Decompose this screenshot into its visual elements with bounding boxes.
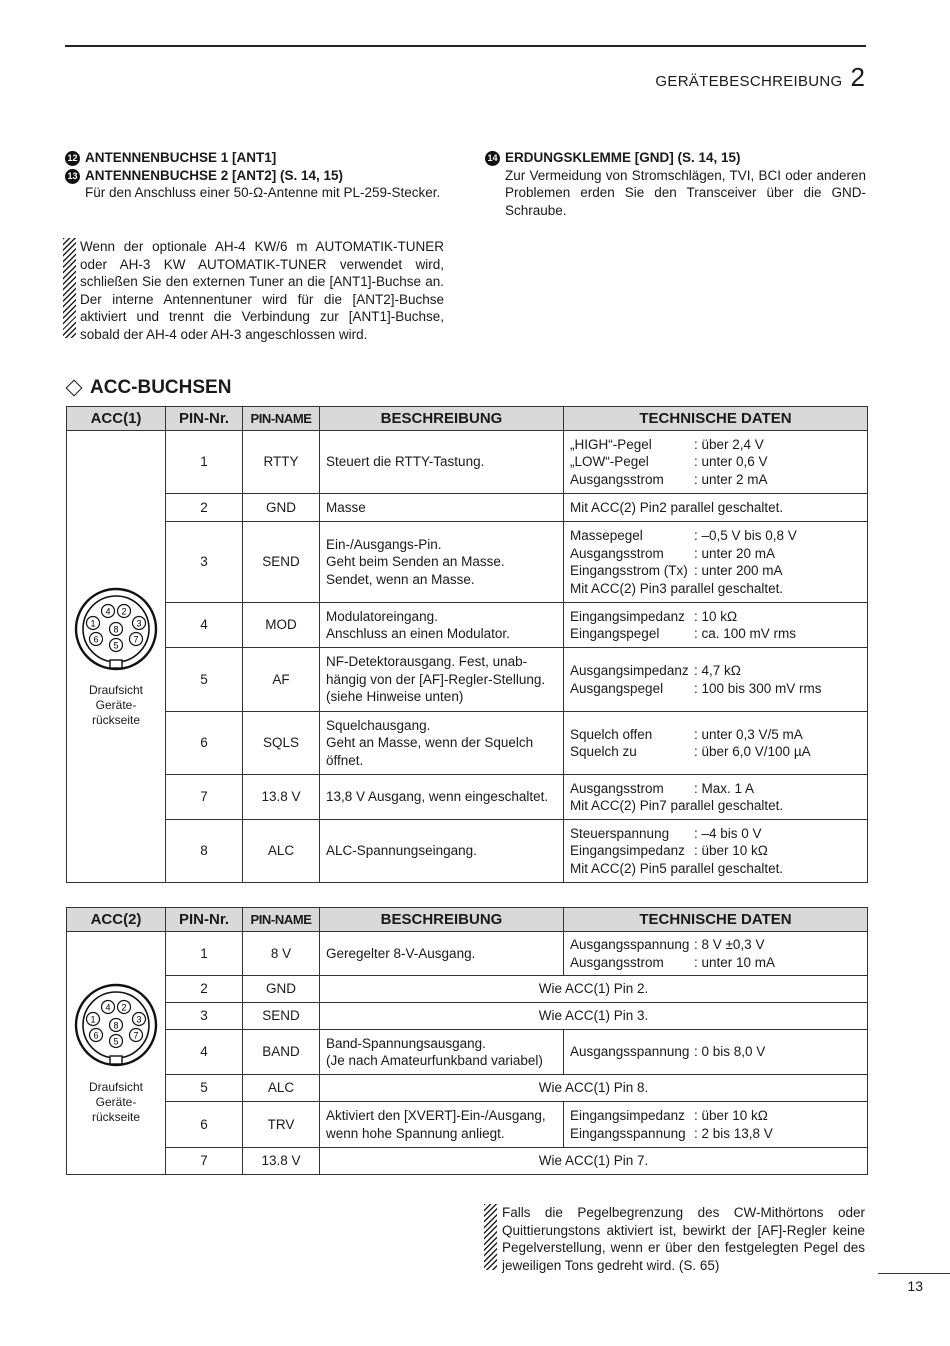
pin-name: ALC — [243, 1075, 320, 1102]
tech-param: Ausgangsstrom — [570, 471, 664, 487]
pin-description — [320, 522, 564, 603]
acc2-table — [66, 907, 868, 1175]
description-line: Band-Spannungsausgang. — [326, 1035, 486, 1051]
pin-description — [320, 603, 564, 648]
svg-text:4: 4 — [105, 606, 111, 617]
pin-name: SEND — [243, 522, 320, 603]
tech-param: Ausgangsstrom — [570, 954, 664, 970]
table-row — [67, 976, 868, 1003]
tuner-note-text: Wenn der optionale AH-4 KW/6 m AUTOMATIK-TUNER oder AH-3 KW AUTOMATIK-TUNER verwendet wird, schließen Sie den externen Tuner an die [ANT1]-Buchse an. Der interne Antennentuner wird für die [ANT2]-Buchse aktiviert und trennt die Verbindung zur [ANT1]-Buchse, sobald der AH-4 oder AH-3 angeschlossen wird. — [80, 239, 444, 342]
connector-label-line: rückseite — [91, 713, 141, 728]
tech-value: : über 6,0 V/100 µA — [694, 744, 811, 759]
tech-param: Squelch zu — [570, 744, 637, 759]
tech-param: Eingangsspannung — [570, 1125, 686, 1141]
tech-line: Mit ACC(2) Pin2 parallel geschaltet. — [570, 499, 784, 515]
svg-text:4: 4 — [105, 1002, 111, 1013]
tech-line — [570, 780, 861, 798]
pin-number: 8 — [166, 820, 243, 883]
svg-text:5: 5 — [113, 1036, 119, 1047]
tech-data — [564, 1030, 868, 1075]
tech-line — [570, 743, 861, 761]
description-line: Steuert die RTTY-Tastung. — [326, 454, 485, 470]
pin-description — [320, 431, 564, 494]
svg-text:2: 2 — [121, 1002, 127, 1013]
item-14-heading — [485, 149, 866, 167]
description-line: (siehe Hinweise unten) — [326, 689, 464, 705]
pin-name: ALC — [243, 820, 320, 883]
page-number: 13 — [907, 1278, 923, 1294]
tech-param: Steuerspannung — [570, 825, 670, 841]
pin-description — [320, 648, 564, 712]
pin-name: GND — [243, 976, 320, 1003]
pin-number: 2 — [166, 976, 243, 1003]
tech-header: TECHNISCHE DATEN — [564, 407, 868, 431]
table-row — [67, 775, 868, 820]
svg-text:6: 6 — [93, 634, 99, 645]
acc2-title: ACC(2) — [67, 908, 166, 932]
tech-data — [564, 1102, 868, 1148]
pin-number: 1 — [166, 431, 243, 494]
description-line: hängig von der [AF]-Regler-Stellung. — [326, 671, 546, 687]
tech-line: Mit ACC(2) Pin7 parallel geschaltet. — [570, 798, 784, 813]
tech-line — [570, 662, 861, 680]
tech-param: Squelch offen — [570, 726, 653, 742]
pin-name: AF — [243, 648, 320, 712]
pin-number: 2 — [166, 494, 243, 522]
pin-number: 5 — [166, 1075, 243, 1102]
din-connector-icon — [70, 981, 162, 1069]
table-row — [67, 1030, 868, 1075]
pin-name: BAND — [243, 1030, 320, 1075]
description-line: Geht an Masse, wenn der Squelch — [326, 735, 534, 751]
tech-line — [570, 471, 861, 489]
description-line: Geht beim Senden an Masse. — [326, 554, 505, 570]
svg-text:7: 7 — [133, 1030, 139, 1041]
tech-value: : 0 bis 8,0 V — [694, 1044, 766, 1060]
item-13-text: Für den Anschluss einer 50-Ω-Antenne mit PL-259-Stecker. — [85, 185, 441, 200]
tech-line — [570, 608, 861, 626]
tech-param: „HIGH“-Pegel — [570, 436, 652, 452]
tech-line — [570, 562, 861, 580]
tech-line — [570, 453, 861, 471]
tech-value: : unter 2 mA — [694, 471, 768, 487]
pin-number: 3 — [166, 522, 243, 603]
pin-name-header: PIN-NAME — [243, 407, 320, 431]
merged-description: Wie ACC(1) Pin 7. — [320, 1148, 868, 1175]
tech-value: : Max. 1 A — [694, 780, 755, 796]
pin-number: 3 — [166, 1003, 243, 1030]
svg-text:2: 2 — [121, 606, 127, 617]
connector-cell — [67, 932, 166, 1175]
pin-number: 5 — [166, 648, 243, 712]
svg-text:6: 6 — [93, 1030, 99, 1041]
item-13-heading — [65, 167, 445, 185]
pin-description — [320, 775, 564, 820]
tech-data — [564, 522, 868, 603]
connector-label-line: rückseite — [91, 1109, 141, 1124]
table-row — [67, 1003, 868, 1030]
tech-header: TECHNISCHE DATEN — [564, 908, 868, 932]
pin-description — [320, 494, 564, 522]
tech-value: : ca. 100 mV rms — [694, 626, 797, 641]
cw-note — [484, 1204, 866, 1274]
description-line: Aktiviert den [XVERT]-Ein-/Ausgang, — [326, 1108, 546, 1123]
diamond-icon — [66, 380, 83, 397]
merged-description: Wie ACC(1) Pin 8. — [320, 1075, 868, 1102]
table-row — [67, 648, 868, 712]
svg-text:7: 7 — [133, 634, 139, 645]
table-row — [67, 494, 868, 522]
item-12-heading — [65, 149, 445, 167]
tech-value: : 10 kΩ — [694, 608, 738, 624]
description-line: (Je nach Amateurfunkband variabel) — [326, 1053, 543, 1068]
tech-value: : unter 200 mA — [694, 563, 783, 578]
pin-number: 4 — [166, 1030, 243, 1075]
tech-param: Ausgangsimpedanz — [570, 663, 689, 678]
ground-section — [485, 149, 866, 219]
chapter-header — [655, 62, 865, 93]
table-row — [67, 1102, 868, 1148]
tech-line — [570, 954, 861, 972]
tech-param: Ausgangsspannung — [570, 937, 690, 952]
tech-value: : –0,5 V bis 0,8 V — [694, 528, 797, 543]
tech-param: Eingangsimpedanz — [570, 1108, 685, 1123]
tech-line — [570, 1107, 861, 1125]
tech-line — [570, 545, 861, 563]
connector-cell — [67, 431, 166, 883]
tech-line — [570, 527, 861, 545]
description-line: Squelchausgang. — [326, 717, 431, 733]
pin-name: 8 V — [243, 932, 320, 976]
table-row — [67, 1148, 868, 1175]
tech-line — [570, 625, 861, 643]
pin-name: 13.8 V — [243, 1148, 320, 1175]
table-row — [67, 712, 868, 775]
tech-data — [564, 603, 868, 648]
tech-value: : unter 20 mA — [694, 545, 776, 561]
description-line: wenn hohe Spannung anliegt. — [326, 1125, 505, 1141]
item-14-title: ERDUNGSKLEMME [GND] (S. 14, 15) — [505, 150, 741, 165]
chapter-title: GERÄTEBESCHREIBUNG — [655, 73, 843, 90]
tech-line — [570, 842, 861, 860]
chapter-number: 2 — [850, 62, 865, 92]
pin-nr-header: PIN-Nr. — [166, 407, 243, 431]
tuner-note — [63, 238, 445, 343]
pin-name: TRV — [243, 1102, 320, 1148]
tech-param: Eingangsimpedanz — [570, 608, 685, 624]
tech-param: Ausgangsspannung — [570, 1044, 690, 1060]
pin-name-header: PIN-NAME — [243, 908, 320, 932]
note-hatch-icon — [484, 1204, 497, 1270]
tech-value: : 8 V ±0,3 V — [694, 937, 765, 952]
description-line: Geregelter 8-V-Ausgang. — [326, 945, 476, 961]
pin-name: RTTY — [243, 431, 320, 494]
pin-number: 6 — [166, 712, 243, 775]
pin-name: MOD — [243, 603, 320, 648]
description-line: Sendet, wenn an Masse. — [326, 571, 475, 587]
tech-param: Eingangsstrom (Tx) — [570, 563, 688, 578]
tech-value: : über 2,4 V — [694, 436, 764, 452]
merged-description: Wie ACC(1) Pin 3. — [320, 1003, 868, 1030]
table-row — [67, 603, 868, 648]
tech-data — [564, 775, 868, 820]
pin-name: SEND — [243, 1003, 320, 1030]
tech-data — [564, 820, 868, 883]
table-header-row — [67, 908, 868, 932]
tech-line — [570, 1125, 861, 1143]
pin-name: SQLS — [243, 712, 320, 775]
antenna-section — [65, 149, 445, 202]
svg-text:1: 1 — [90, 1014, 96, 1025]
header-rule — [65, 45, 866, 47]
description-line: Ein-/Ausgangs-Pin. — [326, 536, 442, 552]
tech-param: Eingangsimpedanz — [570, 843, 685, 859]
pin-number: 1 — [166, 932, 243, 976]
description-line: 13,8 V Ausgang, wenn eingeschaltet. — [326, 789, 549, 805]
pin-description — [320, 932, 564, 976]
connector-label-line: Geräte- — [95, 698, 137, 713]
tech-value: : über 10 kΩ — [694, 1108, 768, 1123]
note-hatch-icon — [63, 238, 76, 338]
page-number-rule — [878, 1273, 950, 1274]
tech-line — [570, 936, 861, 954]
tech-data — [564, 712, 868, 775]
tech-data — [564, 932, 868, 976]
table-row — [67, 431, 868, 494]
section-title: ACC-BUCHSEN — [90, 377, 232, 398]
tech-value: : 4,7 kΩ — [694, 663, 741, 678]
section-heading — [65, 377, 231, 399]
connector-label-line: Draufsicht — [88, 683, 144, 698]
pin-description — [320, 1030, 564, 1075]
pin-nr-header: PIN-Nr. — [166, 908, 243, 932]
item-number-12: 12 — [65, 151, 80, 166]
tech-line — [570, 436, 861, 454]
description-line: öffnet. — [326, 752, 364, 768]
description-line: NF-Detektorausgang. Fest, unab- — [326, 654, 528, 670]
pin-description — [320, 820, 564, 883]
tech-line — [570, 825, 861, 843]
desc-header: BESCHREIBUNG — [320, 908, 564, 932]
description-line: ALC-Spannungseingang. — [326, 843, 477, 859]
pin-name: 13.8 V — [243, 775, 320, 820]
tech-param: Eingangspegel — [570, 626, 660, 641]
connector-label — [67, 683, 165, 728]
svg-text:3: 3 — [136, 1014, 142, 1025]
item-13-title: ANTENNENBUCHSE 2 [ANT2] (S. 14, 15) — [85, 167, 344, 183]
svg-text:3: 3 — [136, 618, 142, 629]
tech-value: : unter 0,6 V — [694, 454, 768, 470]
svg-text:5: 5 — [113, 640, 119, 651]
pin-description — [320, 712, 564, 775]
pin-number: 6 — [166, 1102, 243, 1148]
pin-number: 4 — [166, 603, 243, 648]
tech-param: Ausgangsstrom — [570, 545, 664, 561]
item-12-title: ANTENNENBUCHSE 1 [ANT1] — [85, 150, 277, 165]
svg-text:8: 8 — [113, 1020, 119, 1031]
merged-description: Wie ACC(1) Pin 2. — [320, 976, 868, 1003]
tech-line: Mit ACC(2) Pin5 parallel geschaltet. — [570, 860, 784, 876]
tech-param: „LOW“-Pegel — [570, 454, 649, 470]
tech-line — [570, 1043, 861, 1061]
connector-label — [67, 1080, 165, 1125]
description-line: Anschluss an einen Modulator. — [326, 626, 510, 641]
tech-value: : unter 10 mA — [694, 954, 776, 970]
tech-value: : über 10 kΩ — [694, 843, 768, 859]
pin-description — [320, 1102, 564, 1148]
tech-line — [570, 726, 861, 744]
tech-param: Ausgangsstrom — [570, 780, 664, 796]
din-connector-icon — [70, 585, 162, 673]
table-row — [67, 1075, 868, 1102]
acc1-title: ACC(1) — [67, 407, 166, 431]
tech-data — [564, 431, 868, 494]
pin-name: GND — [243, 494, 320, 522]
connector-label-line: Geräte- — [95, 1094, 137, 1109]
table-row — [67, 522, 868, 603]
acc1-table — [66, 406, 868, 883]
cw-note-text: Falls die Pegelbegrenzung des CW-Mithörtons oder Quittierungstons aktiviert ist, bewirkt der [AF]-Regler keine Pegelverstellung, wenn er über den festgelegten Pegel des jeweiligen Tons gedreht wird. (S. 65) — [502, 1205, 865, 1273]
pin-number: 7 — [166, 1148, 243, 1175]
table-row — [67, 820, 868, 883]
table-header-row — [67, 407, 868, 431]
tech-value: : unter 0,3 V/5 mA — [694, 726, 803, 742]
table-row — [67, 932, 868, 976]
item-number-14: 14 — [485, 151, 500, 166]
tech-data — [564, 494, 868, 522]
svg-text:8: 8 — [113, 624, 119, 635]
item-14-text: Zur Vermeidung von Stromschlägen, TVI, BCI oder anderen Problemen erden Sie den Transceiver über die GND-Schraube. — [505, 167, 866, 218]
tech-param: Massepegel — [570, 528, 643, 543]
tech-line — [570, 680, 861, 698]
connector-label-line: Draufsicht — [88, 1079, 144, 1094]
pin-number: 7 — [166, 775, 243, 820]
tech-value: : 100 bis 300 mV rms — [694, 680, 822, 696]
tech-line: Mit ACC(2) Pin3 parallel geschaltet. — [570, 580, 784, 596]
description-line: Masse — [326, 499, 366, 515]
svg-text:1: 1 — [90, 618, 96, 629]
tech-data — [564, 648, 868, 712]
item-number-13: 13 — [65, 169, 80, 184]
desc-header: BESCHREIBUNG — [320, 407, 564, 431]
tech-value: : 2 bis 13,8 V — [694, 1125, 773, 1141]
tech-param: Ausgangspegel — [570, 680, 664, 696]
tech-value: : –4 bis 0 V — [694, 825, 762, 841]
description-line: Modulatoreingang. — [326, 608, 438, 624]
